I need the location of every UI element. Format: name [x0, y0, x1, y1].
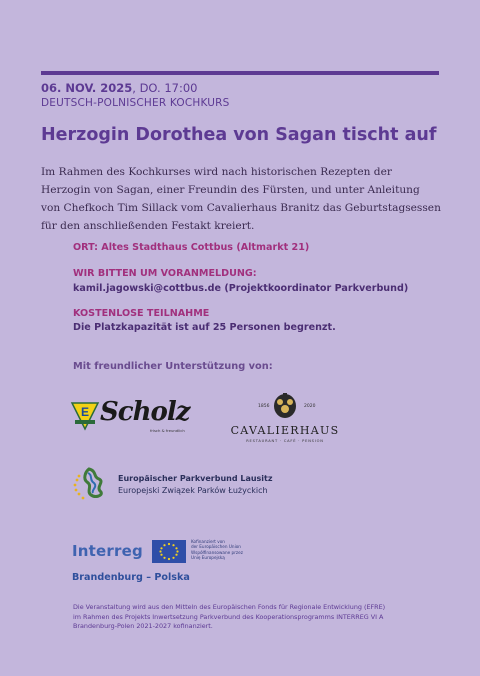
location-text: ORT: Altes Stadthaus Cottbus (Altmarkt 21)	[73, 242, 310, 253]
crest-year-right: 2020	[304, 404, 316, 409]
support-heading: Mit freundlicher Unterstützung von:	[73, 361, 273, 372]
interreg-region: Brandenburg – Polska	[72, 572, 190, 583]
intro-line: Herzogin von Sagan, einer Freundin des Fürsten, und unter Anleitung	[41, 184, 420, 196]
scholz-tagline: frisch & freundlich	[150, 428, 185, 433]
registration-heading: WIR BITTEN UM VORANMELDUNG:	[73, 268, 257, 279]
eu-text-line: der Europäischen Union	[191, 544, 241, 550]
crest-icon	[270, 393, 300, 421]
edeka-e-icon	[70, 401, 100, 431]
footer-line: Die Veranstaltung wird aus den Mitteln des Europäischen Fonds für Regionale Entwicklung (EFRE)	[73, 603, 386, 611]
registration-contact[interactable]: kamil.jagowski@cottbus.de (Projektkoordinator Parkverbund)	[73, 283, 409, 294]
intro-line: Im Rahmen des Kochkurses wird nach historischen Rezepten der	[41, 166, 392, 178]
svg-text:E: E	[80, 405, 90, 419]
cavalierhaus-tagline: RESTAURANT · CAFÉ · PENSION	[246, 439, 324, 443]
eu-stars-map-icon	[71, 465, 111, 505]
event-date-bold: 06. NOV. 2025	[41, 81, 133, 95]
cavalierhaus-logo	[226, 393, 344, 443]
cavalierhaus-name: CAVALIERHAUS	[230, 424, 340, 437]
parkverbund-name-de: Europäischer Parkverbund Lausitz	[118, 474, 273, 483]
eu-cofinancing-text	[191, 539, 281, 561]
scholz-wordmark: Scholz	[100, 397, 190, 427]
crest-year-left: 1856	[258, 404, 270, 409]
event-subtitle: DEUTSCH-POLNISCHER KOCHKURS	[41, 97, 230, 109]
page-title: Herzogin Dorothea von Sagan tischt auf	[41, 125, 437, 145]
eu-text-line: Współfinansowane przez	[191, 549, 243, 555]
funding-footer	[73, 603, 443, 632]
eu-flag-icon	[152, 540, 186, 563]
intro-paragraph	[41, 163, 441, 235]
scholz-logo	[70, 397, 188, 437]
eu-text-line: Kofinanziert von	[191, 539, 225, 544]
intro-line: von Chefkoch Tim Sillack vom Cavalierhaus Branitz das Geburtstagsessen	[41, 202, 441, 214]
event-date	[41, 81, 197, 95]
event-date-time: , DO. 17:00	[132, 81, 198, 95]
parkverbund-name-pl: Europejski Związek Parków Łużyckich	[118, 486, 268, 495]
parkverbund-logo	[71, 465, 291, 505]
interreg-wordmark: Interreg	[72, 542, 143, 560]
footer-line: im Rahmen des Projekts Inwertsetzung Parkverbund des Kooperationsprogramms INTERREG VI A	[73, 612, 384, 621]
header-rule	[41, 71, 439, 75]
free-admission-heading: KOSTENLOSE TEILNAHME	[73, 308, 210, 319]
eu-text-line: Unię Europejską	[191, 555, 225, 561]
interreg-logo	[72, 537, 272, 587]
footer-line: Brandenburg-Polen 2021-2027 kofinanziert.	[73, 622, 213, 631]
capacity-text: Die Platzkapazität ist auf 25 Personen begrenzt.	[73, 322, 336, 333]
intro-line: für den anschließenden Festakt kreiert.	[41, 220, 255, 232]
